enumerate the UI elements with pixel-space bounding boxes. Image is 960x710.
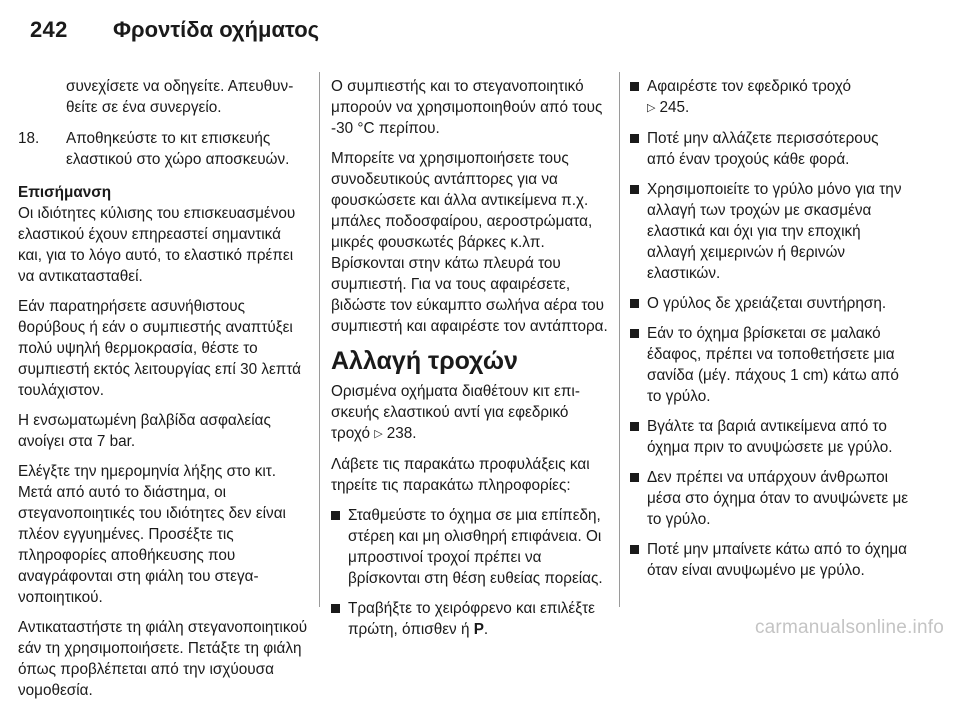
page-number: 242	[30, 17, 68, 42]
list-item	[630, 323, 910, 407]
list-item-text: Σταθμεύστε το όχημα σε μια επίπεδη, στέρεη και μη ολισθηρή επιφάνεια. Οι μπροστινοί τροχοί πρέπει να βρίσκονται στη θέση ευθείας πορείας.	[348, 507, 603, 587]
list-item-text: Ποτέ μην αλλάζετε περισσότερους από έναν τροχούς κάθε φορά.	[647, 130, 879, 168]
list-item	[331, 598, 611, 640]
paragraph-text: Ορισμένα οχήματα διαθέτουν κιτ επισκευής ελαστικού αντί για εφεδρικό τροχό	[331, 383, 580, 442]
list-item-text: Δεν πρέπει να υπάρχουν άνθρωποι μέσα στο όχημα όταν το ανυψώνετε με το γρύλο.	[647, 469, 909, 528]
list-item-text: Βγάλτε τα βαριά αντικείμενα από το όχημα πριν το ανυψώσετε με γρύλο.	[647, 418, 893, 456]
step-18	[18, 128, 308, 170]
bullet-square-icon	[331, 511, 340, 520]
list-item-text: Ο γρύλος δε χρειάζεται συντήρηση.	[647, 295, 887, 312]
step-number: 18.	[18, 130, 40, 147]
list-item	[630, 179, 910, 284]
list-item-text: Χρησιμοποιείτε το γρύλο μόνο για την αλλαγή των τροχών με σκασμένα ελαστικά και όχι για την εποχική αλλαγή χειμερινών ή θερινών ελαστικών.	[647, 181, 902, 282]
bullet-square-icon	[630, 329, 639, 338]
column-1	[18, 76, 308, 710]
list-item-text: Αφαιρέστε τον εφεδρικό τροχό	[647, 78, 852, 95]
note-block	[18, 182, 308, 287]
step-text: Αποθηκεύστε το κιτ επισκευής ελαστικού στο χώρο αποσκευών.	[66, 130, 290, 168]
list-item	[630, 467, 910, 530]
page-header	[0, 0, 960, 58]
list-item-text: Τραβήξτε το χειρόφρενο και επιλέξτε πρώτη, όπισθεν ή	[348, 600, 595, 638]
section-heading: Αλλαγή τροχών	[331, 347, 518, 375]
column-2	[331, 76, 611, 649]
bullet-square-icon	[630, 473, 639, 482]
note-title: Επισήμανση	[18, 184, 112, 201]
watermark: carmanualsonline.info	[754, 617, 944, 638]
gear-position-p: P	[473, 621, 484, 638]
list-item	[630, 76, 910, 119]
paragraph-with-reference	[331, 381, 611, 445]
page-reference: 245.	[659, 99, 690, 116]
list-item-text: Εάν το όχημα βρίσκεται σε μαλακό έδαφος, πρέπει να τοποθετήσετε μια σανίδα (μέγ. πάχους 1 cm) κάτω από το γρύλο.	[647, 325, 899, 405]
list-item-text: Ποτέ μην μπαίνετε κάτω από το όχημα όταν είναι ανυψωμένο με γρύλο.	[647, 541, 907, 579]
bullet-square-icon	[630, 134, 639, 143]
list-item	[331, 505, 611, 589]
step-17-continuation: συνεχίσετε να οδηγείτε. Απευθυνθείτε σε ένα συνεργείο.	[66, 78, 294, 116]
column-divider-left	[319, 72, 320, 607]
paragraph: Αντικαταστήστε τη φιάλη στεγανοποιητικού εάν τη χρησιμοποιήσετε. Πετάξτε τη φιάλη όπως προβλέπεται από την ισχύουσα νομοθεσία.	[18, 619, 308, 699]
page-reference-link[interactable]	[374, 423, 416, 445]
paragraph: Λάβετε τις παρακάτω προφυλάξεις και τηρείτε τις παρακάτω πληροφορίες:	[331, 456, 590, 494]
list-item	[630, 128, 910, 170]
note-text: Οι ιδιότητες κύλισης του επισκευασμένου ελαστικού έχουν επηρεαστεί σημαντικά και, για το λόγο αυτό, το ελαστικό πρέπει να αντικατασταθεί.	[18, 205, 296, 285]
column-3	[630, 76, 910, 590]
page-title: Φροντίδα οχήματος	[113, 17, 320, 42]
list-item	[630, 416, 910, 458]
bullet-list	[331, 505, 611, 640]
list-item	[630, 539, 910, 581]
bullet-square-icon	[630, 299, 639, 308]
arrow-reference-icon: ▷	[374, 428, 383, 440]
column-divider-right	[619, 72, 620, 607]
bullet-square-icon	[331, 604, 340, 613]
paragraph: Ο συμπιεστής και το στεγανοποιητικό μπορούν να χρησιμοποιηθούν από τους -30 °C περίπου.	[331, 78, 603, 137]
page-reference-link[interactable]	[647, 97, 689, 119]
paragraph: Ελέγξτε την ημερομηνία λήξης στο κιτ. Μετά από αυτό το διάστημα, οι στεγανοποιητικές του ιδιότητες δεν είναι πλέον εγγυημένες. Προσέξτε τις πληροφορίες αποθήκευσης που αναγράφονται στη φιάλη του στεγανοποιητικού.	[18, 463, 286, 606]
bullet-square-icon	[630, 545, 639, 554]
list-item-end: .	[483, 621, 489, 638]
paragraph: Μπορείτε να χρησιμοποιήσετε τους συνοδευτικούς αντάπτορες για να φουσκώσετε και άλλα αντικείμενα π.χ. μπάλες ποδοσφαίρου, αεροστρώματα, μικρές φουσκωτές βάρκες κ.λπ. Βρίσκονται στην κάτω πλευρά του συμπιεστή. Για να τους αφαιρέσετε, βιδώστε τον εύκαμπτο σωλήνα αέρα του συμπιεστή και αφαιρέστε τον αντάπτορα.	[331, 150, 608, 335]
paragraph: Εάν παρατηρήσετε ασυνήθιστους θορύβους ή εάν ο συμπιεστής αναπτύξει πολύ υψηλή θερμοκρασία, θέστε το συμπιεστή εκτός λειτουργίας επί 30 λεπτά τουλάχιστον.	[18, 298, 302, 399]
arrow-reference-icon: ▷	[647, 102, 656, 114]
bullet-square-icon	[630, 185, 639, 194]
bullet-list	[630, 76, 910, 581]
paragraph: Η ενσωματωμένη βαλβίδα ασφαλείας ανοίγει στα 7 bar.	[18, 412, 271, 450]
bullet-square-icon	[630, 82, 639, 91]
page-reference: 238.	[386, 425, 417, 442]
bullet-square-icon	[630, 422, 639, 431]
list-item	[630, 293, 910, 314]
